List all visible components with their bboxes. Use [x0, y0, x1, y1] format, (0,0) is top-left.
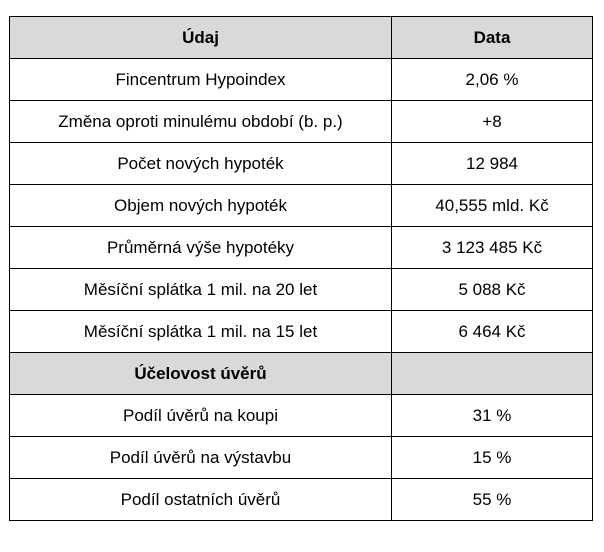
table-row	[10, 311, 593, 353]
row-label: Počet nových hypoték	[10, 143, 392, 185]
table-row	[10, 395, 593, 437]
row-value: 55 %	[392, 479, 593, 521]
table-row	[10, 479, 593, 521]
table-row	[10, 101, 593, 143]
hypoindex-table	[9, 16, 593, 521]
row-value: 15 %	[392, 437, 593, 479]
row-value: 6 464 Kč	[392, 311, 593, 353]
row-label: Podíl úvěrů na koupi	[10, 395, 392, 437]
column-header-udaj: Údaj	[10, 17, 392, 59]
row-value: +8	[392, 101, 593, 143]
row-label: Změna oproti minulému období (b. p.)	[10, 101, 392, 143]
row-value: 40,555 mld. Kč	[392, 185, 593, 227]
section-header-row	[10, 353, 593, 395]
table-row	[10, 437, 593, 479]
row-value: 2,06 %	[392, 59, 593, 101]
section-value	[392, 353, 593, 395]
column-header-data: Data	[392, 17, 593, 59]
row-value: 12 984	[392, 143, 593, 185]
table-row	[10, 59, 593, 101]
table-row	[10, 269, 593, 311]
table-header-row	[10, 17, 593, 59]
table-row	[10, 185, 593, 227]
row-value: 31 %	[392, 395, 593, 437]
row-label: Fincentrum Hypoindex	[10, 59, 392, 101]
row-label: Podíl ostatních úvěrů	[10, 479, 392, 521]
row-value: 3 123 485 Kč	[392, 227, 593, 269]
row-label: Měsíční splátka 1 mil. na 20 let	[10, 269, 392, 311]
row-label: Měsíční splátka 1 mil. na 15 let	[10, 311, 392, 353]
table-row	[10, 227, 593, 269]
row-label: Průměrná výše hypotéky	[10, 227, 392, 269]
row-value: 5 088 Kč	[392, 269, 593, 311]
section-title: Účelovost úvěrů	[10, 353, 392, 395]
table-row	[10, 143, 593, 185]
row-label: Podíl úvěrů na výstavbu	[10, 437, 392, 479]
row-label: Objem nových hypoték	[10, 185, 392, 227]
